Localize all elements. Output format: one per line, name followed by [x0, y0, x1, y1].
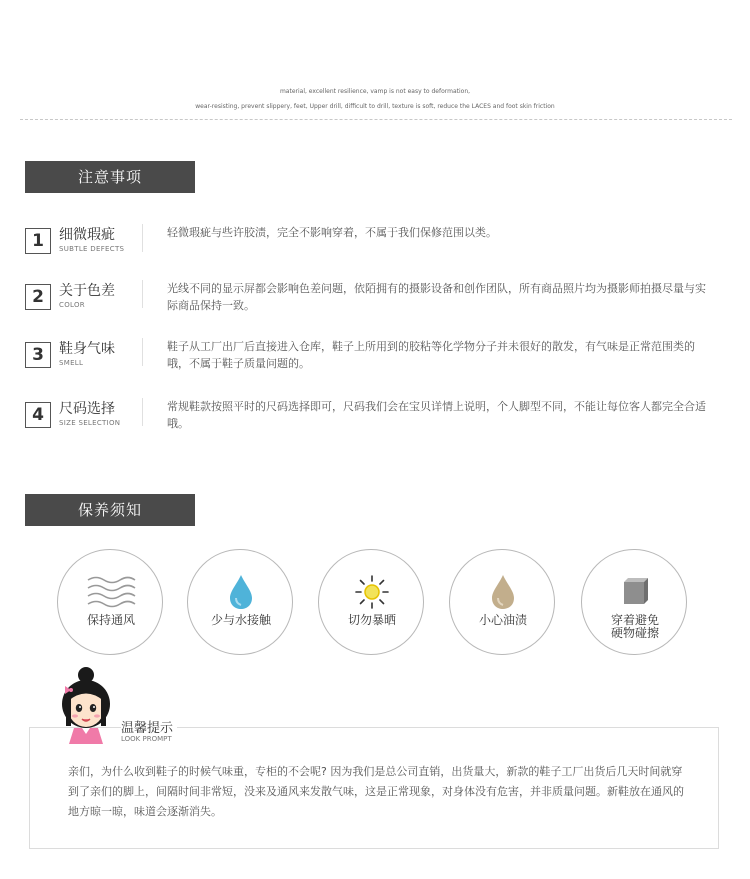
tip-text: 亲们，为什么收到鞋子的时候气味重，专柜的不会呢? 因为我们是总公司直销，出货量大，新款的鞋子工厂出货后几天时间就穿到了亲们的脚上，间隔时间非常短，没来及通风来发散气味，这是正常现象，对身体没有危害，并非质量问题。新鞋放在通风的地方晾一晾，味道会逐渐消失。	[68, 765, 684, 818]
header-text-line1: material, excellent resilience, vamp is not easy to deformation,	[279, 88, 471, 95]
note-subtitle: COLOR	[59, 301, 85, 309]
note-description: 光线不同的显示屏都会影响色差问题，依陌拥有的摄影设备和创作团队，所有商品照片均为摄影师拍摄尽量与实际商品保持一致。	[167, 282, 706, 312]
care-section-title: 保养须知	[25, 494, 195, 526]
sun-icon	[319, 574, 425, 610]
care-label: 少与水接触	[210, 613, 271, 627]
note-number: 1	[25, 228, 51, 254]
note-item	[25, 398, 725, 448]
note-number: 3	[25, 342, 51, 368]
note-description: 鞋子从工厂出厂后直接进入仓库，鞋子上所用到的胶粘等化学物分子并未很好的散发，有气味是正常范围类的哦，不属于鞋子质量问题的。	[167, 340, 695, 370]
notes-section-title: 注意事项	[25, 161, 195, 193]
note-item	[25, 224, 725, 274]
note-separator	[142, 224, 143, 252]
care-item-hard-objects	[581, 549, 687, 655]
note-separator	[142, 398, 143, 426]
care-label-line1: 穿着避免	[610, 613, 659, 627]
note-title: 关于色差	[59, 283, 115, 299]
care-label-line2: 硬物碰擦	[610, 626, 659, 640]
tip-title: 温馨提示	[121, 717, 177, 736]
care-item-water	[187, 549, 293, 655]
care-label	[582, 614, 688, 640]
note-number: 2	[25, 284, 51, 310]
care-item-oil	[449, 549, 555, 655]
care-label: 保持通风	[86, 613, 135, 627]
care-label: 小心油渍	[478, 613, 527, 627]
care-item-sun	[318, 549, 424, 655]
note-title: 细微瑕疵	[59, 227, 115, 243]
note-subtitle: SIZE SELECTION	[59, 419, 121, 427]
oil-drop-icon	[450, 574, 556, 610]
care-item-ventilate	[57, 549, 163, 655]
note-subtitle: SUBTLE DEFECTS	[59, 245, 125, 253]
header-text-line2: wear-resisting, prevent slippery, feet, Upper drill, difficult to drill, texture is soft, reduce the LACES and foot skin friction	[195, 103, 555, 110]
avatar	[57, 666, 119, 746]
note-description: 常规鞋款按照平时的尺码选择即可，尺码我们会在宝贝详情上说明，个人脚型不同，不能让每位客人都完全合适哦。	[167, 400, 706, 430]
note-item	[25, 280, 725, 330]
note-subtitle: SMELL	[59, 359, 84, 367]
note-title: 鞋身气味	[59, 341, 115, 357]
note-separator	[142, 280, 143, 308]
care-label: 切勿暴晒	[347, 613, 396, 627]
note-description: 轻微瑕疵与些许胶渍，完全不影响穿着，不属于我们保修范围以类。	[167, 226, 497, 239]
dashed-divider	[20, 119, 732, 120]
note-title: 尺码选择	[59, 401, 115, 417]
note-number: 4	[25, 402, 51, 428]
note-item	[25, 338, 725, 388]
wind-waves-icon	[58, 574, 164, 610]
tip-subtitle: LOOK PROMPT	[121, 735, 172, 743]
water-drop-icon	[188, 574, 294, 610]
note-separator	[142, 338, 143, 366]
hard-cube-icon	[582, 574, 688, 610]
